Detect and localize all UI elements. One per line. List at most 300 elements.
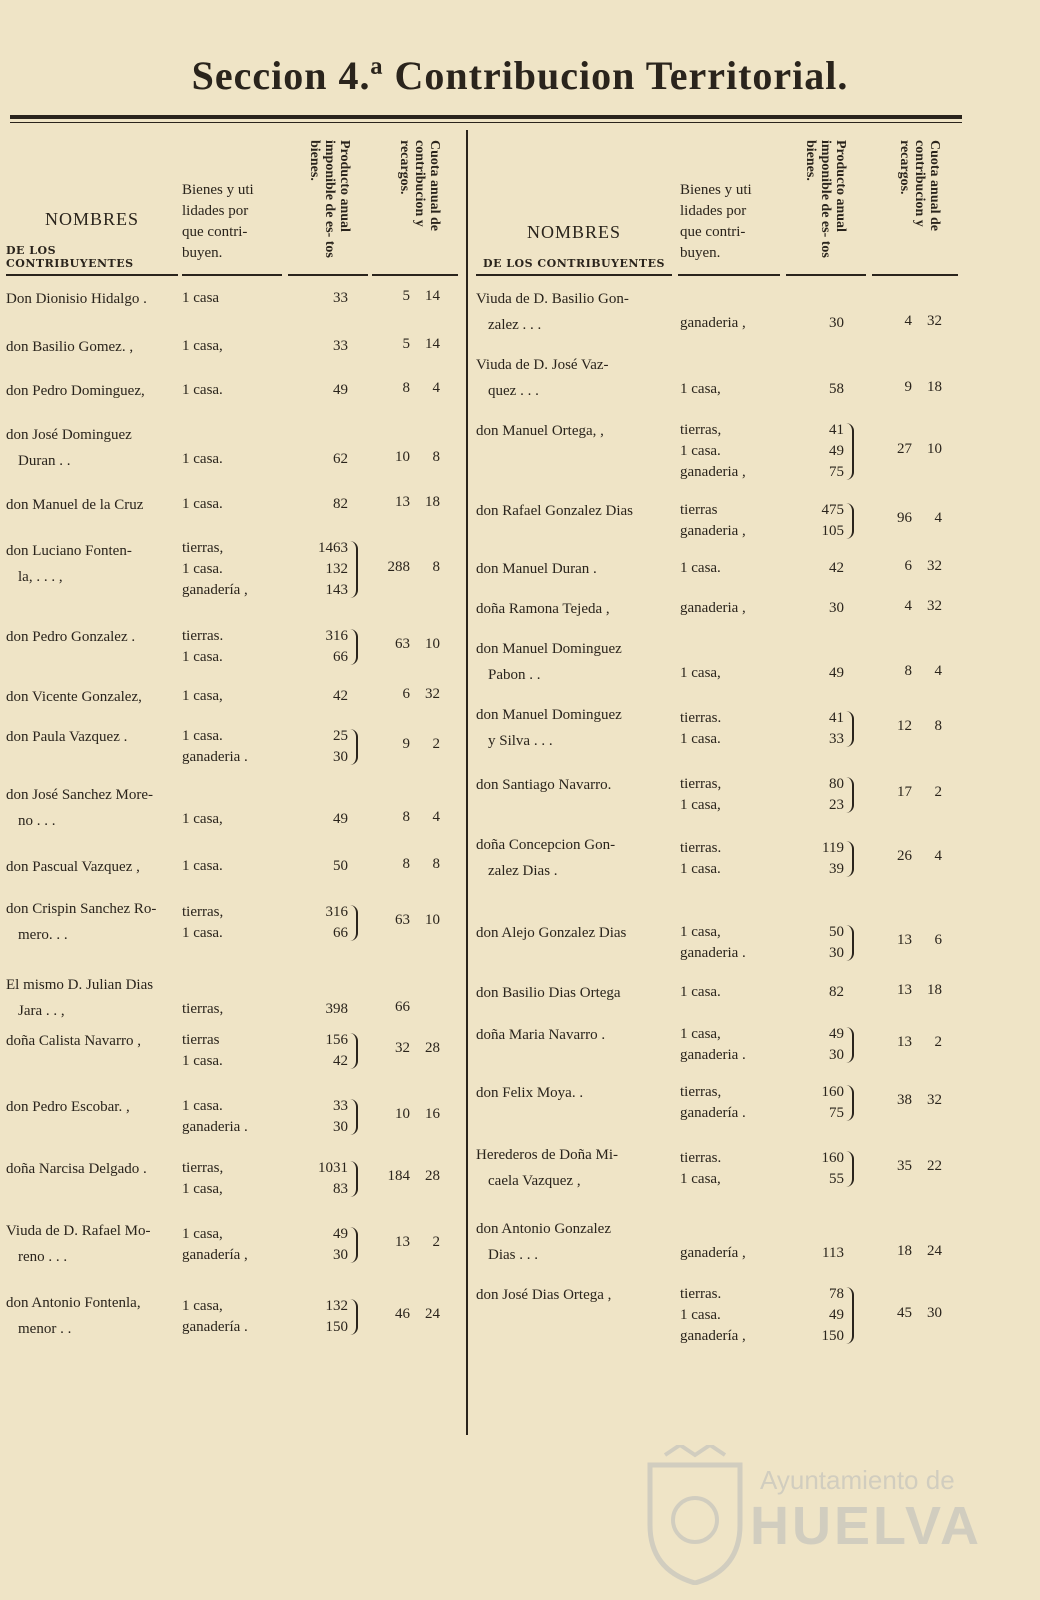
bienes-line: 1 casa, [680,381,721,397]
brace-mark [350,1161,358,1197]
bienes-line: 1 casa, [680,665,721,681]
contributor-name-line: don Manuel Duran . [476,561,597,577]
producto-value: 105 [821,523,844,539]
contributor-name-line: no . . . [18,813,56,829]
contributor-name [476,1142,618,1194]
producto-cell [792,598,844,619]
cuota-maravedis: 24 [425,1306,440,1322]
cuota-reales: 38 [897,1092,912,1108]
contributor-name-line: don José Dias Ortega , [476,1287,612,1303]
producto-cell [792,708,844,750]
producto-cell [296,686,348,707]
producto-cell [792,420,844,483]
producto-value: 75 [829,1105,844,1121]
bienes-line: 1 casa. [182,451,223,467]
producto-cell [296,856,348,877]
contributor-name-line: El mismo D. Julian Dias [6,977,154,993]
producto-value: 33 [333,290,348,306]
cuota-maravedis: 16 [425,1106,440,1122]
brace-mark [846,777,854,813]
cuota-maravedis: 4 [432,808,440,825]
bienes-line: 1 casa, [182,811,223,827]
bienes-cell [182,902,223,944]
table-row [6,328,464,372]
bienes-line: 1 casa. [182,925,223,941]
brace-mark [350,1033,358,1069]
producto-value: 82 [829,984,844,1000]
cuota-reales: 96 [897,510,912,526]
producto-value: 75 [829,464,844,480]
bienes-cell [680,598,746,619]
table-row [6,1212,464,1284]
table-row [476,766,966,826]
watermark-logo [640,1445,980,1595]
bienes-line: 1 casa, [680,924,721,940]
bienes-cell [680,1284,746,1347]
bienes-line: ganaderia . [680,1047,746,1063]
bienes-cell [182,288,219,309]
producto-value: 62 [333,451,348,467]
producto-cell [296,999,348,1020]
bienes-line: ganadería , [680,1245,746,1261]
producto-value: 49 [333,1226,348,1242]
right-table [476,130,966,1372]
contributor-name-line: don Manuel de la Cruz [6,497,144,513]
producto-value: 30 [829,945,844,961]
bienes-cell [182,999,223,1020]
right-table-body [476,280,966,1372]
bienes-cell [680,558,721,579]
producto-value: 83 [333,1181,348,1197]
bienes-cell [680,838,721,880]
bienes-cell [680,1148,721,1190]
producto-value: 58 [829,381,844,397]
contributor-name-line: don Antonio Fontenla, [6,1295,141,1311]
bienes-cell [182,1296,248,1338]
shield-icon [640,1445,750,1585]
producto-value: 55 [829,1171,844,1187]
cuota-reales: 5 [402,335,410,352]
cuota-maravedis: 8 [432,855,440,872]
bienes-line: 1 casa. [182,1053,223,1069]
table-row [476,280,966,346]
brace-mark [846,1151,854,1187]
cuota-maravedis: 18 [425,493,440,510]
bienes-cell [680,922,746,964]
contributor-name [6,334,133,360]
contributor-name-line: don Pascual Vazquez , [6,859,140,875]
cuota-reales: 18 [897,1242,912,1259]
right-table-header [476,130,966,280]
cuota-reales: 8 [402,379,410,396]
producto-cell [296,288,348,309]
contributor-name-line: don Pedro Gonzalez . [6,629,136,645]
contributor-name-line: don Pedro Escobar. , [6,1099,130,1115]
producto-cell [792,379,844,400]
bienes-cell [182,538,248,601]
bienes-line: 1 casa. [680,1307,721,1323]
header-cuota: Cuota anual de contribucion y recargos. [897,140,942,232]
bienes-cell [680,663,721,684]
brace-mark [350,1099,358,1135]
header-names-label: NOMBRES [44,209,140,229]
table-row [476,346,966,412]
bienes-line: 1 casa. [182,561,223,577]
bienes-cell [680,1082,746,1124]
cuota-maravedis: 22 [927,1158,942,1174]
contributor-name-line: Viuda de D. Basilio Gon- [476,291,629,307]
bienes-line: 1 casa. [182,496,223,512]
bienes-cell [182,1158,223,1200]
header-bienes-line: que contri- [680,224,746,240]
contributor-name [476,596,610,622]
producto-value: 50 [333,858,348,874]
contributor-name-line: don José Sanchez More- [6,787,154,803]
producto-value: 30 [333,1247,348,1263]
header-names-label: NOMBRES [526,222,622,242]
cuota-maravedis: 2 [934,1034,942,1050]
cuota-reales: 8 [904,662,912,679]
producto-cell [296,336,348,357]
cuota-reales: 13 [897,1034,912,1050]
contributor-name-line: doña Narcisa Delgado . [6,1161,147,1177]
producto-cell [296,1224,348,1266]
bienes-line: ganaderia , [680,523,746,539]
producto-cell [792,313,844,334]
cuota-reales: 8 [402,855,410,872]
producto-value: 160 [821,1150,844,1166]
table-row [476,1276,966,1372]
contributor-name [6,896,156,948]
cuota-reales: 45 [897,1304,912,1321]
cuota-maravedis: 10 [927,440,942,457]
cuota-reales: 9 [402,736,410,752]
cuota-maravedis: 2 [432,1234,440,1250]
watermark-line2: HUELVA [750,1496,982,1556]
cuota-reales: 5 [402,287,410,304]
cuota-reales: 63 [395,636,410,652]
contributor-name [476,1282,611,1308]
contributor-name-line: mero. . . [18,927,68,943]
bienes-line: tierras, [182,1001,224,1017]
cuota-maravedis: 4 [934,510,942,526]
table-row [6,1150,464,1212]
header-underline [476,274,672,276]
producto-value: 66 [333,925,348,941]
header-names-sub: DE LOS CONTRIBUYENTES [6,244,134,270]
table-row [6,890,464,966]
table-row [6,678,464,718]
producto-value: 316 [325,628,348,644]
contributor-name-line: reno . . . [18,1249,68,1265]
bienes-line: tierras. [182,628,224,644]
bienes-cell [182,494,223,515]
contributor-name [6,724,127,750]
contributor-name-line: caela Vazquez , [488,1173,581,1189]
table-row [6,966,464,1022]
table-row [476,1136,966,1210]
producto-value: 143 [325,582,348,598]
contributor-name-line: la, . . . , [18,569,63,585]
brace-mark [350,729,358,765]
bienes-line: tierras, [182,904,224,920]
producto-value: 160 [821,1084,844,1100]
producto-cell [792,500,844,542]
producto-cell [296,449,348,470]
bienes-cell [182,449,223,470]
producto-value: 316 [325,904,348,920]
bienes-line: ganaderia , [680,315,746,331]
bienes-cell [182,686,223,707]
producto-value: 49 [829,443,844,459]
contributor-name [6,972,153,1024]
producto-value: 119 [822,840,844,856]
table-row [476,914,966,974]
table-row [476,492,966,550]
column-divider [466,130,468,1435]
producto-value: 42 [333,1053,348,1069]
producto-value: 150 [325,1319,348,1335]
left-table-header [6,130,464,280]
bienes-line: 1 casa. [182,382,223,398]
table-row [6,416,464,486]
bienes-cell [182,809,223,830]
contributor-name [476,286,629,338]
bienes-line: 1 casa, [182,1226,223,1242]
left-table-body [6,280,464,1374]
producto-cell [792,1024,844,1066]
contributor-name-line: Jara . . , [18,1003,65,1019]
cuota-maravedis: 2 [934,784,942,800]
bienes-line: ganaderia , [680,600,746,616]
contributor-name-line: doña Ramona Tejeda , [476,601,610,617]
page-title: Seccion 4.ª Contribucion Territorial. [191,53,849,98]
producto-cell [296,494,348,515]
brace-mark [350,905,358,941]
contributor-name [476,352,609,404]
cuota-reales: 32 [395,1040,410,1056]
table-row [6,486,464,532]
bienes-cell [182,1030,223,1072]
producto-value: 42 [829,560,844,576]
cuota-reales: 6 [904,557,912,574]
cuota-reales: 13 [897,981,912,998]
producto-value: 49 [829,1026,844,1042]
producto-value: 30 [829,600,844,616]
cuota-reales: 6 [402,685,410,702]
producto-value: 132 [325,1298,348,1314]
cuota-maravedis: 24 [927,1242,942,1259]
bienes-line: ganaderia . [182,749,248,765]
producto-value: 30 [333,749,348,765]
bienes-line: tierras [182,1032,220,1048]
contributor-name [476,1216,611,1268]
contributor-name [476,556,597,582]
producto-value: 25 [333,728,348,744]
contributor-name-line: don Antonio Gonzalez [476,1221,611,1237]
contributor-name-line: don Rafael Gonzalez Dias [476,503,634,519]
producto-value: 80 [829,776,844,792]
bienes-line: 1 casa. [182,649,223,665]
producto-value: 30 [829,1047,844,1063]
brace-mark [350,1299,358,1335]
table-row [476,974,966,1016]
cuota-reales: 4 [904,312,912,329]
table-row [476,1210,966,1276]
header-bienes-line: buyen. [680,245,721,261]
cuota-reales: 46 [395,1306,410,1322]
bienes-line: ganaderia . [680,945,746,961]
table-row [6,1284,464,1374]
cuota-reales: 13 [897,932,912,948]
title-rule-thin [10,122,962,123]
header-bienes-line: lidades por [182,203,249,219]
contributor-name-line: don José Dominguez [6,427,132,443]
bienes-line: tierras, [680,776,722,792]
contributor-name-line: doña Concepcion Gon- [476,837,616,853]
cuota-reales: 184 [387,1168,410,1184]
watermark-line1: Ayuntamiento de [760,1465,955,1495]
cuota-maravedis: 32 [927,1092,942,1108]
contributor-name [476,772,611,798]
contributor-name [476,498,633,524]
title-rule [10,115,962,119]
header-producto: Producto anual imponible de es- tos bienes. [803,140,848,258]
contributor-name-line: zalez Dias . [488,863,558,879]
producto-cell [296,1158,348,1200]
bienes-cell [680,1243,746,1264]
contributor-name [6,1218,150,1270]
contributor-name-line: menor . . [18,1321,72,1337]
header-bienes-line: Bienes y uti [680,182,752,198]
bienes-line: 1 casa, [182,688,223,704]
producto-value: 150 [821,1328,844,1344]
producto-cell [792,1284,844,1347]
contributor-name-line: don Manuel Dominguez [476,641,622,657]
contributor-name [476,1080,583,1106]
cuota-maravedis: 14 [425,287,440,304]
cuota-maravedis: 6 [934,932,942,948]
producto-cell [792,558,844,579]
bienes-line: 1 casa. [680,443,721,459]
contributor-name [6,624,135,650]
bienes-cell [182,1224,248,1266]
contributor-name-line: Viuda de D. José Vaz- [476,357,609,373]
bienes-line: tierras [680,502,718,518]
cuota-reales: 10 [395,1106,410,1122]
table-row [6,280,464,328]
contributor-name-line: don Luciano Fonten- [6,543,132,559]
contributor-name-line: don Manuel Ortega, , [476,423,604,439]
brace-mark [846,1085,854,1121]
header-names [6,130,178,276]
brace-mark [350,629,358,665]
producto-cell [792,1243,844,1264]
producto-value: 41 [829,422,844,438]
contributor-name-line: zalez . . . [488,317,542,333]
contributor-name-line: Viuda de D. Rafael Mo- [6,1223,151,1239]
cuota-reales: 10 [395,448,410,465]
cuota-reales: 13 [395,493,410,510]
producto-value: 41 [829,710,844,726]
bienes-cell [182,336,223,357]
contributor-name [476,980,621,1006]
table-row [6,1088,464,1150]
producto-cell [296,626,348,668]
header-names [476,130,672,276]
producto-value: 66 [333,649,348,665]
cuota-maravedis: 18 [927,378,942,395]
bienes-line: 1 casa, [182,1181,223,1197]
bienes-line: 1 casa. [680,560,721,576]
producto-value: 82 [333,496,348,512]
producto-value: 113 [822,1245,844,1261]
header-underline [6,274,178,276]
table-row [476,1016,966,1074]
contributor-name [6,854,140,880]
producto-value: 49 [829,665,844,681]
bienes-line: ganaderia . [182,1119,248,1135]
bienes-line: ganadería , [182,582,248,598]
contributor-name [6,1290,141,1342]
bienes-cell [680,500,746,542]
contributor-name [6,684,142,710]
contributor-name-line: doña Calista Navarro , [6,1033,141,1049]
bienes-line: tierras, [182,540,224,556]
bienes-line: 1 casa. [182,728,223,744]
bienes-cell [680,420,746,483]
contributor-name-line: don Basilio Gomez. , [6,339,134,355]
bienes-line: ganadería , [680,1328,746,1344]
table-row [476,550,966,590]
producto-value: 475 [821,502,844,518]
bienes-cell [182,380,223,401]
cuota-maravedis: 28 [425,1040,440,1056]
cuota-maravedis: 10 [425,912,440,928]
cuota-reales: 35 [897,1158,912,1174]
header-producto: Producto anual imponible de es- tos bienes. [307,140,352,258]
contributor-name [6,1156,147,1182]
table-row [6,372,464,416]
brace-mark [350,1227,358,1263]
cuota-maravedis: 4 [934,662,942,679]
cuota-reales: 63 [395,912,410,928]
header-underline [288,274,368,276]
brace-mark [846,503,854,539]
bienes-line: tierras, [182,1160,224,1176]
contributor-name-line: don Crispin Sanchez Ro- [6,901,157,917]
producto-cell [296,1096,348,1138]
producto-value: 1463 [318,540,348,556]
table-row [6,776,464,848]
contributor-name-line: don Basilio Dias Ortega [476,985,621,1001]
bienes-line: tierras. [680,1286,722,1302]
cuota-reales: 9 [904,378,912,395]
brace-mark [846,711,854,747]
cuota-reales: 12 [897,718,912,734]
producto-cell [296,1296,348,1338]
contributor-name-line: don Pedro Dominguez, [6,383,145,399]
producto-value: 42 [333,688,348,704]
cuota-maravedis: 2 [432,736,440,752]
cuota-maravedis: 14 [425,335,440,352]
producto-value: 49 [333,811,348,827]
bienes-cell [680,708,721,750]
producto-cell [296,1030,348,1072]
bienes-cell [680,379,721,400]
bienes-line: 1 casa. [680,861,721,877]
producto-value: 398 [325,1001,348,1017]
